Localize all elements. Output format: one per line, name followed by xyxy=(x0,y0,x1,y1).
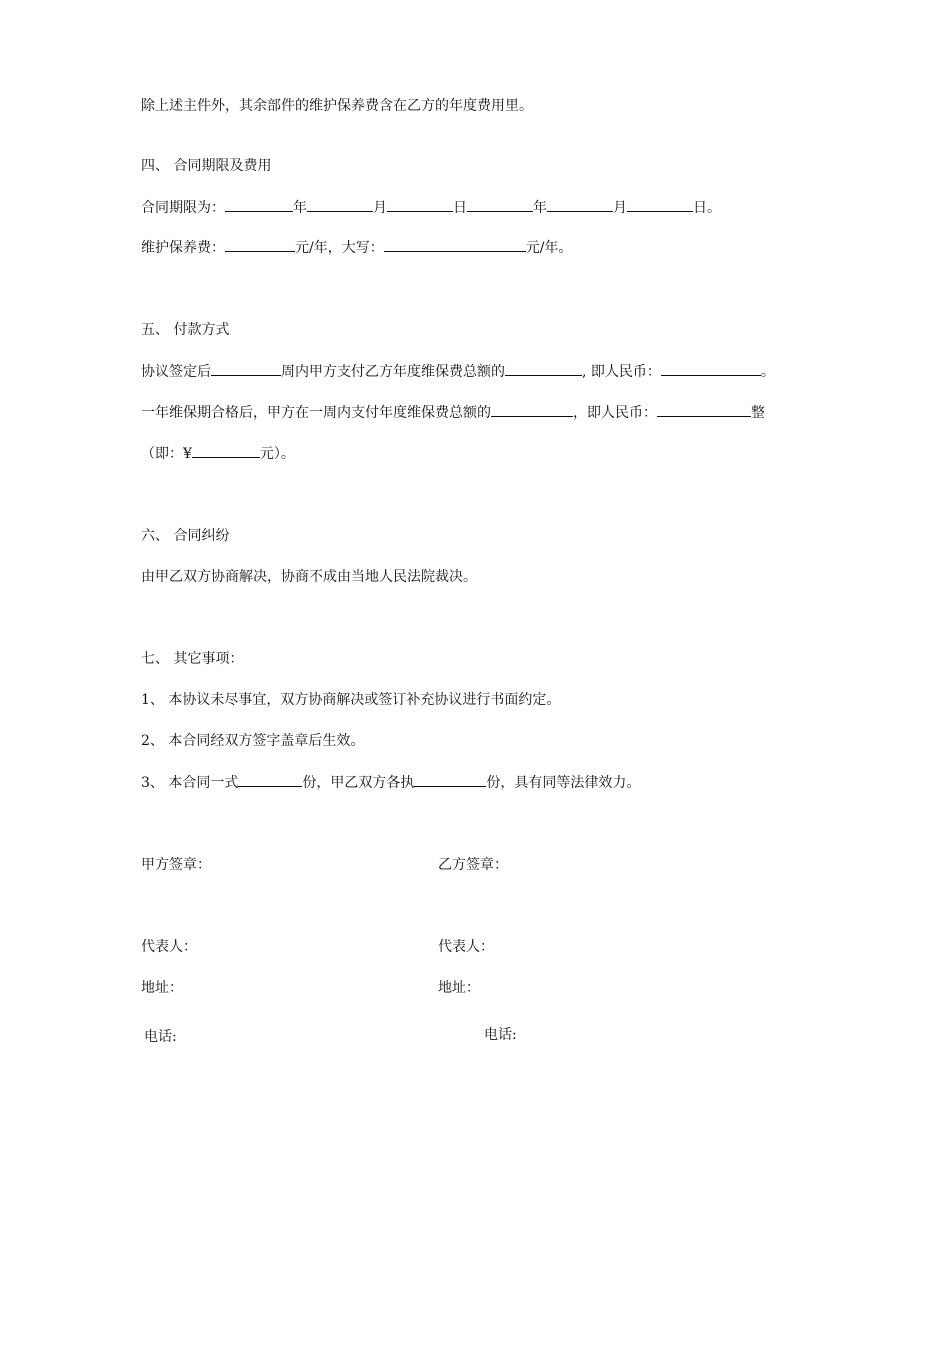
section-4-heading: 四、 合同期限及费用 xyxy=(141,158,272,174)
section-7-heading: 七、 其它事项： xyxy=(141,651,244,667)
maintenance-fee-line xyxy=(141,237,572,258)
other-item-2: 2、 本合同经双方签字盖章后生效。 xyxy=(141,733,365,749)
payment-text: 元）。 xyxy=(259,446,295,462)
year-label: 年 xyxy=(533,200,547,216)
weeks-blank[interactable] xyxy=(211,361,281,376)
fee-amount-blank[interactable] xyxy=(225,237,295,252)
final-rmb-blank[interactable] xyxy=(657,402,751,417)
percent-blank[interactable] xyxy=(505,361,582,376)
payment-line-3 xyxy=(141,443,295,464)
payment-text: （即：¥ xyxy=(141,446,192,462)
payment-text: , 即人民币： xyxy=(582,364,661,380)
copies-total-blank[interactable] xyxy=(238,772,302,787)
intro-paragraph: 除上述主件外，其余部件的维护保养费含在乙方的年度费用里。 xyxy=(141,98,533,114)
section-5-heading: 五、 付款方式 xyxy=(141,322,230,338)
fee-capital-blank[interactable] xyxy=(384,237,526,252)
start-year-blank[interactable] xyxy=(225,197,293,212)
payment-text: 一年维保期合格后，甲方在一周内支付年度维保费总额的 xyxy=(141,405,491,421)
other-item-1: 1、 本协议未尽事宜，双方协商解决或签订补充协议进行书面约定。 xyxy=(141,692,561,708)
day-end-label: 日。 xyxy=(693,200,721,216)
other-item-3 xyxy=(141,772,640,793)
copies-text: 份，甲乙双方各执 xyxy=(302,775,415,791)
contract-term-line xyxy=(141,197,721,218)
section-6-heading: 六、 合同纠纷 xyxy=(141,528,230,544)
payment-text: ，即人民币： xyxy=(573,405,657,421)
final-percent-blank[interactable] xyxy=(491,402,573,417)
payment-text: 。 xyxy=(760,364,775,380)
month-label: 月 xyxy=(613,200,627,216)
party-a-representative-label: 代表人： xyxy=(141,939,197,955)
party-a-address-label: 地址： xyxy=(141,980,183,996)
end-month-blank[interactable] xyxy=(547,197,613,212)
day-label: 日 xyxy=(453,200,467,216)
per-year-label: 元/年，大写： xyxy=(295,240,384,256)
payment-line-1 xyxy=(141,361,775,382)
per-year-end-label: 元/年。 xyxy=(525,240,573,256)
payment-text: 整 xyxy=(751,405,765,421)
copies-text: 3、 本合同一式 xyxy=(141,775,239,791)
payment-text: 协议签定后 xyxy=(141,364,211,380)
party-a-phone-label: 电话: xyxy=(144,1029,177,1045)
party-a-signature-label: 甲方签章： xyxy=(141,857,211,873)
payment-text: 周内甲方支付乙方年度维保费总额的 xyxy=(281,364,505,380)
party-b-address-label: 地址： xyxy=(438,980,480,996)
end-year-blank[interactable] xyxy=(467,197,533,212)
start-day-blank[interactable] xyxy=(387,197,453,212)
party-b-signature-label: 乙方签章： xyxy=(438,857,508,873)
end-day-blank[interactable] xyxy=(627,197,693,212)
party-b-representative-label: 代表人： xyxy=(438,939,494,955)
copies-text: 份，具有同等法律效力。 xyxy=(486,775,641,791)
start-month-blank[interactable] xyxy=(307,197,373,212)
fee-label: 维护保养费： xyxy=(141,240,225,256)
month-label: 月 xyxy=(373,200,387,216)
rmb-amount-blank[interactable] xyxy=(661,361,761,376)
term-label: 合同期限为： xyxy=(141,200,225,216)
payment-line-2 xyxy=(141,402,765,423)
copies-each-blank[interactable] xyxy=(414,772,486,787)
party-b-phone-label: 电话: xyxy=(484,1027,517,1043)
dispute-paragraph: 由甲乙双方协商解决，协商不成由当地人民法院裁决。 xyxy=(141,569,477,585)
year-label: 年 xyxy=(293,200,307,216)
yuan-amount-blank[interactable] xyxy=(192,443,260,458)
